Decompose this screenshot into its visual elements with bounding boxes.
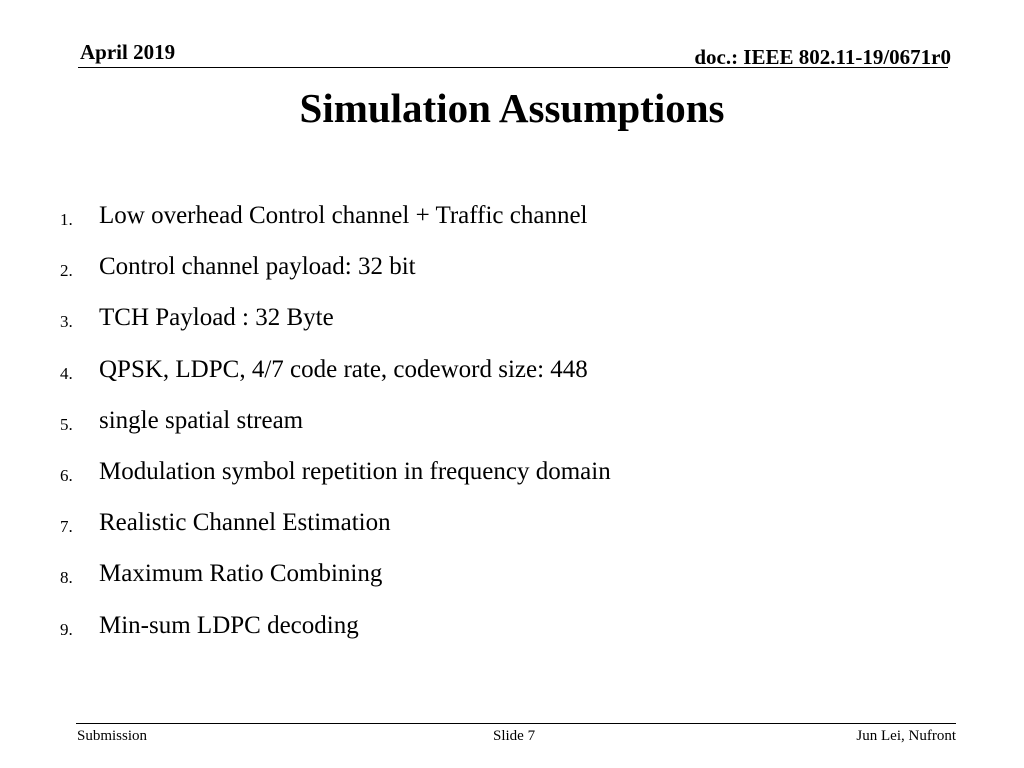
- header-divider: [78, 67, 948, 68]
- list-item-text: Realistic Channel Estimation: [99, 509, 391, 537]
- list-item-text: TCH Payload : 32 Byte: [99, 304, 334, 332]
- slide-title: Simulation Assumptions: [299, 85, 725, 131]
- list-item-text: Maximum Ratio Combining: [99, 560, 383, 588]
- list-item-text: Control channel payload: 32 bit: [99, 253, 416, 281]
- list-item-number: 5.: [60, 414, 73, 434]
- footer-submission: Submission: [77, 728, 148, 744]
- list-item-number: 4.: [60, 363, 73, 383]
- list-item-text: Low overhead Control channel + Traffic channel: [99, 202, 588, 229]
- list-item-text: Min-sum LDPC decoding: [99, 611, 359, 639]
- footer-author: Jun Lei, Nufront: [856, 728, 956, 744]
- list-item-number: 3.: [60, 312, 73, 332]
- header-date: April 2019: [80, 40, 176, 64]
- footer-slide-number: Slide 7: [493, 728, 536, 744]
- header-doc-id: doc.: IEEE 802.11-19/0671r0: [694, 45, 951, 69]
- list-item-text: QPSK, LDPC, 4/7 code rate, codeword size: 448: [99, 355, 588, 383]
- list-item-number: 1.: [60, 210, 73, 229]
- list-item-text: single spatial stream: [99, 406, 304, 434]
- footer-divider: [76, 723, 956, 724]
- list-item-number: 2.: [60, 261, 73, 281]
- list-item-number: 6.: [60, 465, 73, 485]
- list-item-number: 8.: [60, 568, 73, 588]
- list-item-text: Modulation symbol repetition in frequency domain: [99, 457, 611, 485]
- list-item-number: 9.: [60, 619, 73, 639]
- list-item-number: 7.: [60, 517, 73, 537]
